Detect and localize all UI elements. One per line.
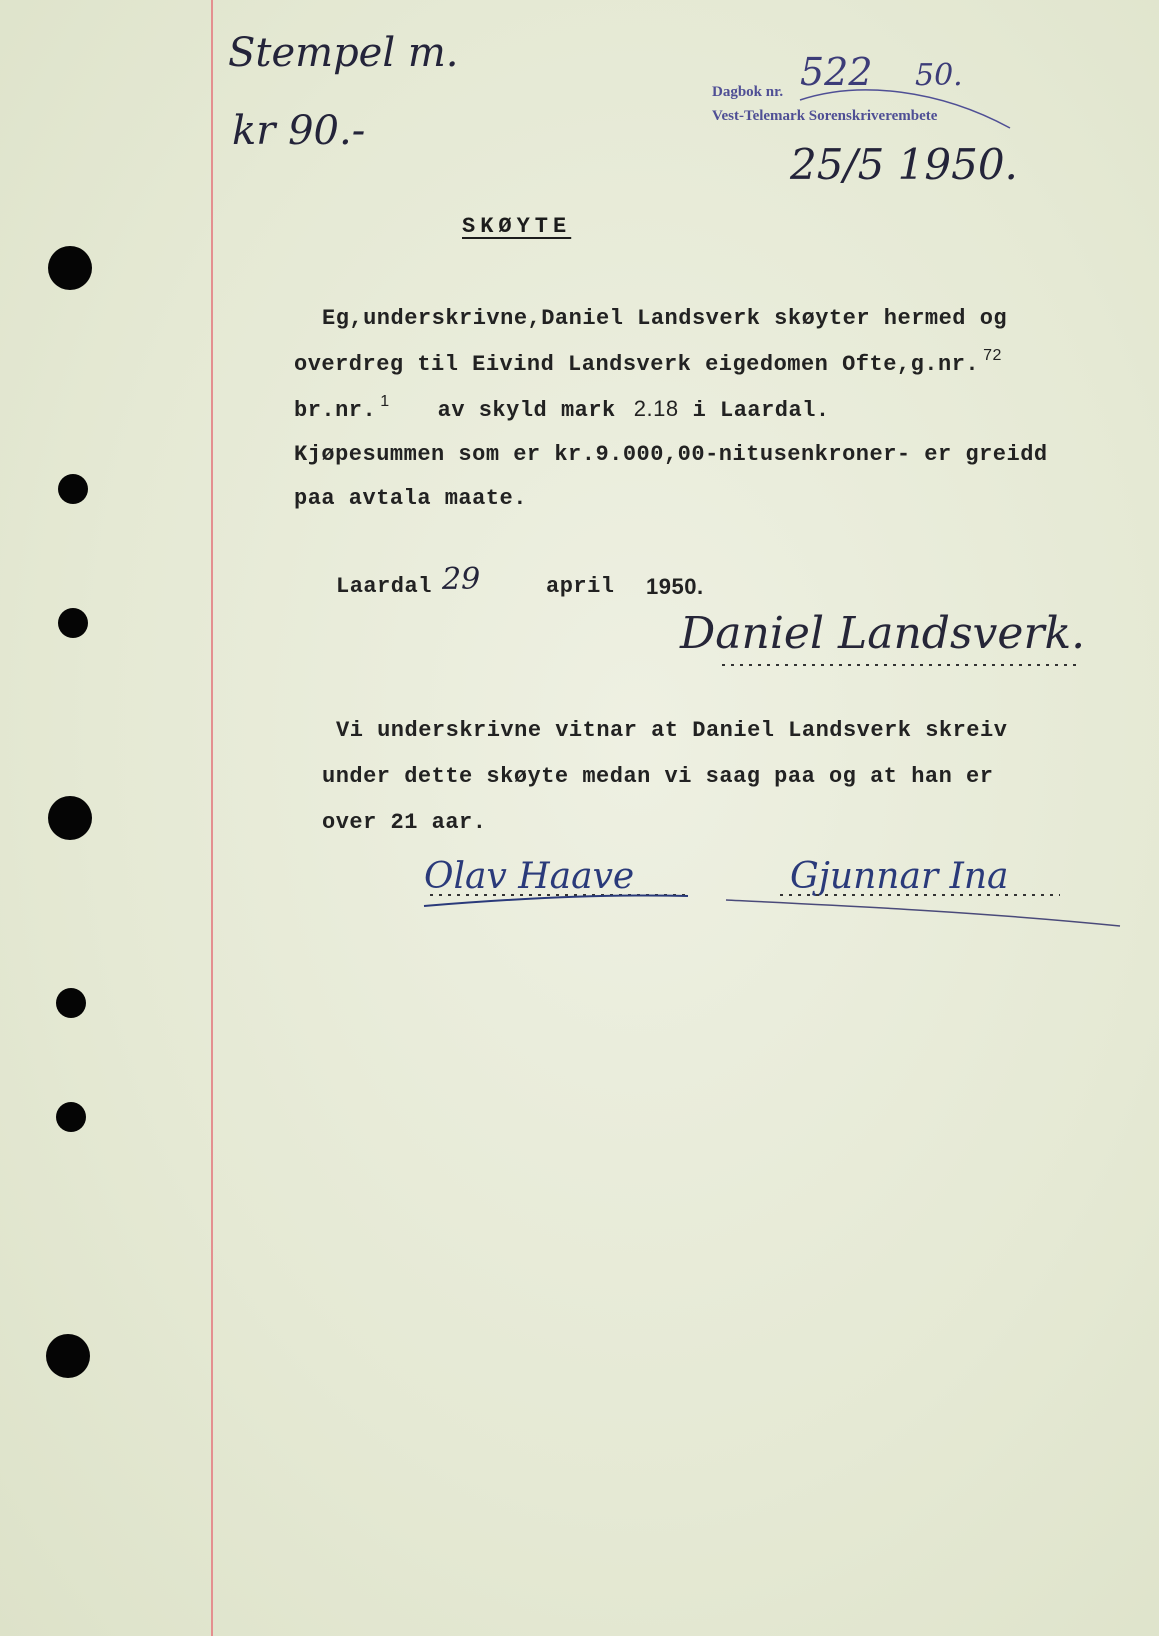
date-day: 29 bbox=[442, 562, 481, 597]
witness1-flourish bbox=[424, 895, 688, 906]
witness-line-2: under dette skøyte medan vi saag paa og at han er bbox=[322, 764, 994, 789]
date-month: april bbox=[546, 574, 615, 599]
amount-note: kr 90.- bbox=[232, 108, 366, 154]
registry-stamp-line2: Vest-Telemark Sorenskriverembete bbox=[712, 108, 938, 124]
stamp-duty-note: Stempel m. bbox=[228, 30, 459, 76]
witness2-flourish bbox=[726, 900, 1120, 926]
stamp-underline bbox=[800, 90, 1010, 128]
body-line-4: Kjøpesummen som er kr.9.000,00-nitusenkroner- er greidd bbox=[294, 442, 1048, 467]
registry-stamp-line1: Dagbok nr. bbox=[712, 84, 784, 100]
body-line-2: overdreg til Eivind Landsverk eigedomen Ofte,g.nr. $^{72}$ bbox=[294, 347, 1002, 377]
witness-signature-1: Olav Haave bbox=[424, 856, 635, 897]
journal-number: 522 bbox=[800, 50, 873, 94]
witness-line-3: over 21 aar. bbox=[322, 810, 487, 835]
registration-date: 25/5 1950. bbox=[790, 140, 1018, 189]
seller-signature: Daniel Landsverk. bbox=[680, 608, 1086, 659]
skyld-value: 2.18 bbox=[633, 396, 679, 421]
body-line-1: Eg,underskrivne,Daniel Landsverk skøyter hermed og bbox=[322, 306, 1008, 331]
body-line-3: br.nr. $^1$ av skyld mark 2.18 i Laardal. bbox=[294, 393, 830, 423]
journal-year: 50. bbox=[915, 58, 963, 93]
witness-line-1: Vi underskrivne vitnar at Daniel Landsverk skreiv bbox=[336, 718, 1008, 743]
witness-signature-2: Gjunnar Ina bbox=[790, 856, 1009, 897]
body-line-5: paa avtala maate. bbox=[294, 486, 527, 511]
date-place: Laardal bbox=[336, 574, 432, 599]
bnr-value: 1 bbox=[380, 393, 390, 410]
document-title: SKØYTE bbox=[462, 214, 572, 239]
date-year: 1950. bbox=[646, 574, 704, 599]
gnr-value: 72 bbox=[983, 347, 1002, 364]
